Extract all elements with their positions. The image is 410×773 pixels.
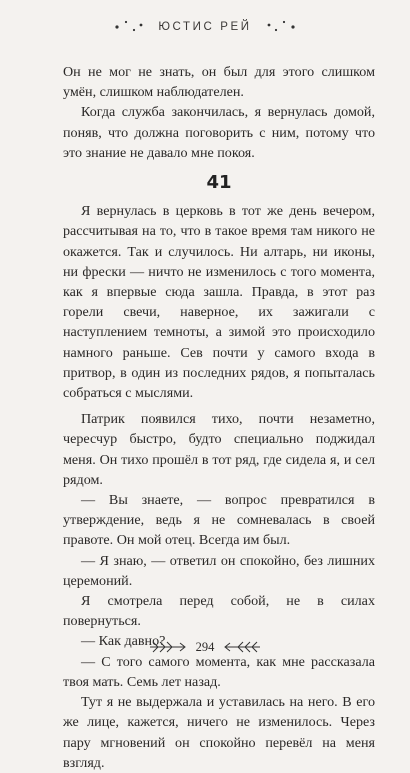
dialogue-line: — Как давно? [81, 633, 166, 650]
left-arrow-ornament-icon [222, 640, 262, 654]
paragraph: Я вернулась в церковь в тот же день вечером, рассчитывая на то, что в такое время там никого не окажется. Так и случилось. Ни алтарь, ни иконы, ни фрески — ничто не изменилось с того момента, как я впервые сюда зашла. Правда, в этот раз горели свечи, наверное, их зажигали с наступлением темноты, а зимой это происходило намного раньше. Сев почти у самого входа в притвор, в один из последних рядов, я попыталась собраться с мыслями. [63, 203, 375, 402]
paragraph: Патрик появился тихо, почти незаметно, чересчур быстро, будто специально поджидал меня. Он тихо прошёл в тот ряд, где сидела я, и сел рядом. [63, 411, 375, 488]
page-footer [0, 636, 410, 658]
author-name: ЮСТИС РЕЙ [158, 21, 252, 33]
dialogue-line: — Я знаю, — ответил он спокойно, без лишних церемоний. [63, 552, 375, 589]
running-header [0, 16, 410, 38]
dialogue-line: — Вы знаете, — вопрос превратился в утверждение, ведь я не сомневалась в своей правоте. Он мой отец. Всегда им был. [63, 492, 375, 549]
right-dot-ornament-icon [266, 18, 298, 36]
paragraph: Он не мог не знать, он был для этого слишком умён, слишком наблюдателен. [63, 64, 375, 101]
paragraph: Когда служба закончилась, я вернулась домой, поняв, что должна поговорить с ним, потому что это знание не давало мне покоя. [63, 104, 375, 161]
dialogue-line: — С того самого момента, как мне рассказала твоя мать. Семь лет назад. [63, 653, 375, 690]
left-dot-ornament-icon [112, 18, 144, 36]
right-arrow-ornament-icon [148, 640, 188, 654]
paragraph: Тут я не выдержала и уставилась на него. В его же лице, кажется, ничего не изменилось. Через пару мгновений он спокойно перевёл на меня взгляд. [63, 694, 375, 771]
body-text [63, 62, 375, 773]
page-number: 294 [195, 639, 215, 654]
chapter-number: 41 [206, 172, 232, 194]
paragraph: Я смотрела перед собой, не в силах повернуться. [63, 593, 375, 630]
